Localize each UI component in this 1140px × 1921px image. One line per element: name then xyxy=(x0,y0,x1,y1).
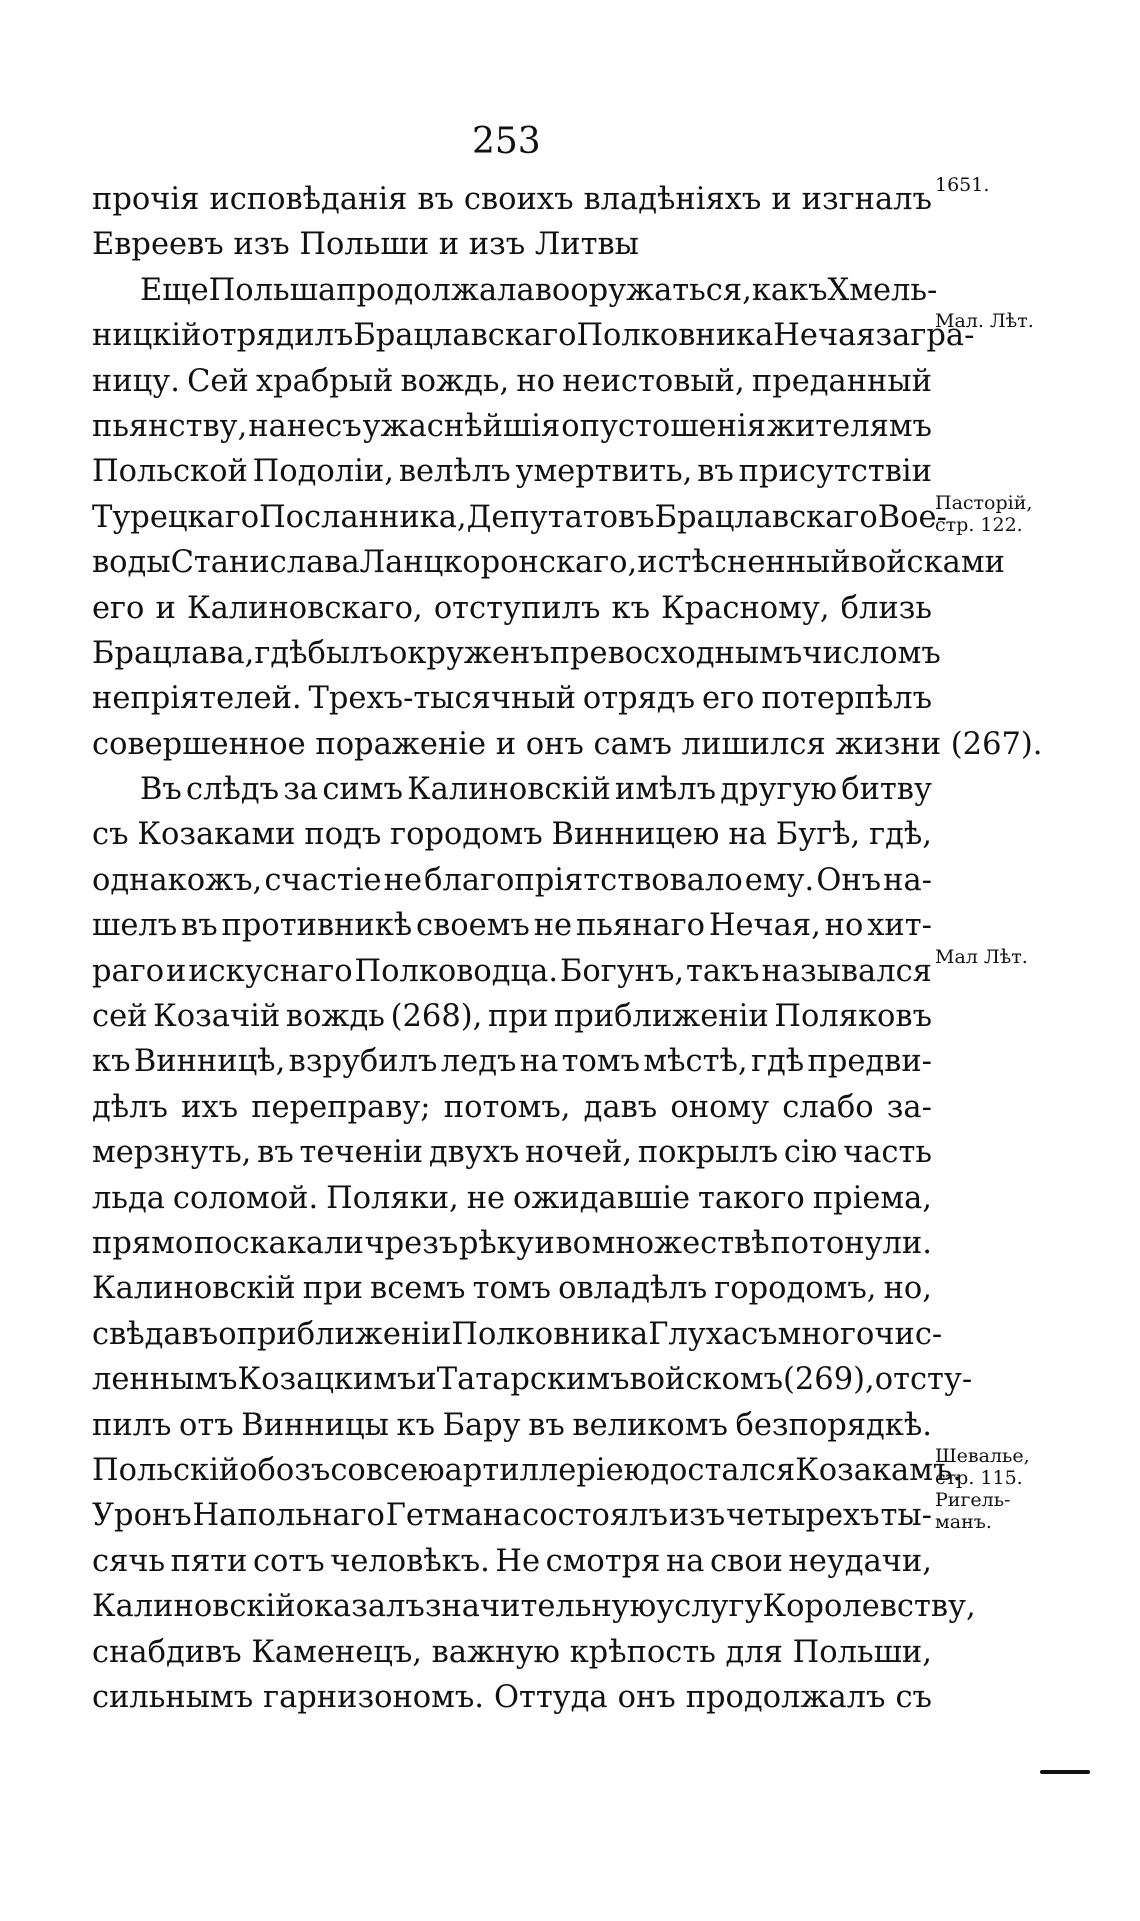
word: со xyxy=(330,1452,366,1488)
word: сотъ xyxy=(252,1543,325,1579)
text-line xyxy=(92,498,947,543)
word: и xyxy=(495,726,526,762)
word: счастіе xyxy=(264,862,382,898)
word: Козацкимъ xyxy=(237,1362,417,1398)
word: оному xyxy=(670,1089,770,1125)
word: взрубилъ xyxy=(288,1044,438,1080)
word: Нечая xyxy=(773,318,876,354)
word: самъ xyxy=(593,726,682,762)
word: совершенное xyxy=(92,726,316,762)
text-line xyxy=(92,1224,932,1269)
word: изгналъ xyxy=(801,182,932,217)
word: Винницы xyxy=(241,1407,389,1443)
word: вооружаться, xyxy=(534,272,752,308)
word: но, xyxy=(883,1271,932,1307)
word: сію xyxy=(783,1135,838,1171)
text-line xyxy=(92,861,932,906)
word: человѣкъ. xyxy=(330,1543,490,1579)
word: Депутатовъ xyxy=(466,499,655,535)
word: свѣдавъ xyxy=(92,1316,219,1352)
margin-note-line: стр. 115. xyxy=(935,1467,1023,1490)
word: всемъ xyxy=(370,1271,466,1307)
text-line xyxy=(92,634,941,679)
text-line xyxy=(92,815,932,860)
margin-note-line: Шевалье, xyxy=(935,1445,1030,1468)
word: важную xyxy=(431,1634,560,1670)
word: городомъ, xyxy=(714,1271,877,1307)
word: Поляковъ xyxy=(774,999,932,1035)
text-line xyxy=(92,1678,932,1723)
word: Вое- xyxy=(877,499,947,535)
word: Козаками xyxy=(137,817,296,853)
margin-note xyxy=(935,1445,1030,1533)
word: исповѣданія xyxy=(209,182,408,217)
word: онъ xyxy=(525,726,594,762)
word: давъ xyxy=(583,1089,658,1125)
word: воды xyxy=(92,545,171,581)
word: соломой. xyxy=(172,1180,319,1216)
word: за xyxy=(875,318,911,354)
word: Сей xyxy=(187,363,249,399)
word: былъ xyxy=(307,635,389,671)
word: гдѣ, xyxy=(869,817,932,853)
margin-note-line: Пасторій, xyxy=(935,491,1033,514)
text-line xyxy=(92,1042,932,1087)
word: Нечая, xyxy=(708,908,821,944)
word: его xyxy=(702,681,755,717)
word: вождь xyxy=(285,999,385,1035)
margin-note xyxy=(935,946,1028,968)
text-line xyxy=(92,1542,932,1587)
word: слабо xyxy=(782,1089,874,1125)
text-line xyxy=(92,1133,932,1178)
word: Калиновскій xyxy=(92,1271,296,1307)
word: жизни xyxy=(835,726,951,762)
word: предви- xyxy=(807,1044,932,1080)
word: льда xyxy=(92,1180,165,1216)
word: близь xyxy=(840,590,932,626)
text-line xyxy=(92,225,932,270)
text-line xyxy=(92,679,932,724)
word: нанесъ xyxy=(248,408,362,444)
word: Польской xyxy=(92,454,248,490)
word: Калиновскій xyxy=(92,1589,296,1625)
word: онъ xyxy=(617,1679,676,1715)
word: Брацлавскаго xyxy=(654,499,878,535)
word: непріятелей. xyxy=(92,681,302,717)
word: при xyxy=(488,999,549,1035)
margin-note-line: Ригель- xyxy=(935,1489,1011,1512)
margin-note-line: манъ. xyxy=(935,1511,992,1534)
word: неистовый, xyxy=(562,363,745,399)
word: значительную xyxy=(424,1589,657,1625)
text-line xyxy=(92,1269,932,1314)
word: сильнымъ xyxy=(92,1679,254,1715)
word: во xyxy=(555,1225,591,1261)
word: артиллеріею xyxy=(444,1452,651,1488)
text-line xyxy=(92,1088,932,1133)
text-line xyxy=(92,1315,943,1360)
word: жителямъ xyxy=(766,408,932,444)
text-line xyxy=(92,725,1043,770)
word: Хмель- xyxy=(827,272,938,308)
word: продолжалъ xyxy=(685,1679,886,1715)
word: прочія xyxy=(92,182,200,217)
word: но xyxy=(516,363,556,399)
word: и xyxy=(438,227,469,263)
word: Калиновскій xyxy=(407,772,611,808)
word: съ xyxy=(895,1679,932,1715)
word: многочис- xyxy=(777,1316,943,1352)
word: Евреевъ xyxy=(92,227,234,263)
margin-note-line: Мал Лѣт. xyxy=(935,945,1028,968)
word: Оттуда xyxy=(493,1679,608,1715)
text-line xyxy=(92,1496,932,1541)
word: Полковника xyxy=(451,1316,649,1352)
word: Литвы xyxy=(534,227,639,263)
word: для xyxy=(725,1634,783,1670)
word: въ xyxy=(417,182,454,217)
word: изъ xyxy=(233,227,300,263)
word: пріема, xyxy=(812,1180,932,1216)
word: гарнизономъ. xyxy=(263,1679,484,1715)
word: въ xyxy=(257,1135,294,1171)
word: Ланцкоронскаго, xyxy=(359,545,638,581)
word: Брацлавскаго xyxy=(353,318,577,354)
word: вождь, xyxy=(400,363,510,399)
word: Бугѣ, xyxy=(775,817,861,853)
text-line xyxy=(92,180,932,225)
word: снабдивъ xyxy=(92,1634,242,1670)
word: Красному, xyxy=(661,590,830,626)
text-line xyxy=(92,1587,976,1632)
word: войскомъ xyxy=(629,1362,783,1398)
word: покрылъ xyxy=(637,1135,779,1171)
word: и xyxy=(165,953,187,989)
word: подъ xyxy=(304,817,382,853)
word: потерпѣлъ xyxy=(761,681,932,717)
word: овладѣлъ xyxy=(558,1271,708,1307)
word: слѣдъ xyxy=(186,772,280,808)
word: Винницѣ, xyxy=(133,1044,286,1080)
word: такого xyxy=(697,1180,805,1216)
word: преданный xyxy=(751,363,932,399)
word: обозъ xyxy=(239,1452,331,1488)
text-line xyxy=(92,906,932,951)
word: на- xyxy=(883,862,932,898)
word: къ xyxy=(92,1044,131,1080)
word: Польша xyxy=(208,272,337,308)
word: отъ xyxy=(179,1407,234,1443)
word: но xyxy=(824,908,864,944)
word: присутствіи xyxy=(738,454,932,490)
word: потонули. xyxy=(770,1225,932,1261)
word: сей xyxy=(92,999,148,1035)
word: приближеніи xyxy=(553,999,769,1035)
word: и xyxy=(416,1362,437,1398)
word: (267). xyxy=(950,726,1043,762)
word: на xyxy=(665,1543,705,1579)
word: Татарскимъ xyxy=(436,1362,630,1398)
word: и xyxy=(155,590,176,626)
word: леннымъ xyxy=(92,1362,238,1398)
word: другую xyxy=(720,772,838,808)
word: превосходнымъ xyxy=(549,635,803,671)
word: благопріятствовало xyxy=(424,862,743,898)
margin-note xyxy=(935,492,1032,536)
word: числомъ xyxy=(802,635,941,671)
word: шелъ xyxy=(92,908,178,944)
word: пораженіе xyxy=(315,726,496,762)
word: городомъ xyxy=(390,817,543,853)
text-line xyxy=(92,1406,932,1451)
word: имѣлъ xyxy=(614,772,717,808)
word: Королевству, xyxy=(762,1589,976,1625)
word: пьянству, xyxy=(92,408,248,444)
word: прямо xyxy=(92,1225,194,1261)
word: оказалъ xyxy=(295,1589,425,1625)
page-number: 253 xyxy=(472,121,541,162)
word: Польши xyxy=(299,227,439,263)
word: ночей, xyxy=(525,1135,633,1171)
word: сячь xyxy=(92,1543,166,1579)
text-line xyxy=(92,316,975,361)
margin-note-line: стр. 122. xyxy=(935,513,1023,536)
word: продолжала xyxy=(336,272,535,308)
word: хит- xyxy=(867,908,932,944)
word: искуснаго xyxy=(188,953,353,989)
word: за xyxy=(283,772,319,808)
word: ты- xyxy=(880,1498,932,1534)
text-line xyxy=(92,770,932,815)
word: не xyxy=(533,908,573,944)
word: съ xyxy=(741,1316,778,1352)
word: томъ xyxy=(472,1271,551,1307)
word: Козакамъ. xyxy=(795,1452,963,1488)
word: неудачи, xyxy=(788,1543,932,1579)
word: ему. xyxy=(744,862,815,898)
word: въ xyxy=(528,1407,565,1443)
margin-note xyxy=(935,174,989,196)
text-line xyxy=(92,952,932,997)
text-line xyxy=(92,589,932,634)
word: Брацлава, xyxy=(92,635,255,671)
word: такъ xyxy=(686,953,760,989)
word: отрядилъ xyxy=(201,318,354,354)
word: Богунъ, xyxy=(559,953,685,989)
word: однакожъ, xyxy=(92,862,263,898)
text-line xyxy=(92,271,938,316)
word: свои xyxy=(710,1543,783,1579)
word: окруженъ xyxy=(388,635,550,671)
word: опустошенія xyxy=(561,408,766,444)
word: Глуха xyxy=(648,1316,742,1352)
word: Каменецъ, xyxy=(251,1634,422,1670)
text-line xyxy=(92,543,1005,588)
word: гдѣ xyxy=(254,635,308,671)
word: ужаснѣйшія xyxy=(362,408,561,444)
word: умертвить, xyxy=(515,454,693,490)
word: дѣлъ xyxy=(92,1089,168,1125)
word: Польскій xyxy=(92,1452,240,1488)
word: услугу xyxy=(656,1589,763,1625)
text-line xyxy=(92,1451,963,1496)
word: достался xyxy=(650,1452,796,1488)
word: Подоліи, xyxy=(252,454,394,490)
word: Козачій xyxy=(153,999,281,1035)
word: Посланника, xyxy=(259,499,467,535)
word: отрядъ xyxy=(582,681,696,717)
word: Еще xyxy=(140,272,209,308)
word: Поляки, xyxy=(326,1180,459,1216)
word: переправу; xyxy=(251,1089,431,1125)
word: изъ xyxy=(468,227,535,263)
word: ихъ xyxy=(181,1089,239,1125)
word: состоялъ xyxy=(522,1498,668,1534)
word: часть xyxy=(843,1135,932,1171)
word: пилъ xyxy=(92,1407,172,1443)
word: своихъ xyxy=(463,182,574,217)
word: крѣпость xyxy=(569,1634,716,1670)
word: о xyxy=(218,1316,237,1352)
word: владѣніяхъ xyxy=(583,182,762,217)
word: отступилъ xyxy=(433,590,601,626)
word: Уронъ xyxy=(92,1498,192,1534)
word: Полководца. xyxy=(354,953,559,989)
word: ледъ xyxy=(440,1044,517,1080)
text-line xyxy=(92,1360,973,1405)
word: потомъ, xyxy=(443,1089,571,1125)
word: четырехъ xyxy=(726,1498,880,1534)
word: своемъ xyxy=(416,908,530,944)
text-line xyxy=(92,997,932,1042)
word: на xyxy=(519,1044,559,1080)
margin-note-line: 1651. xyxy=(935,174,990,196)
word: раго xyxy=(92,953,165,989)
word: ницу. xyxy=(92,363,180,399)
word: гра- xyxy=(910,318,975,354)
text-line xyxy=(92,407,932,452)
word: его xyxy=(92,590,145,626)
word: томъ xyxy=(561,1044,641,1080)
word: Полковника xyxy=(576,318,774,354)
text-line xyxy=(92,362,932,407)
word: и xyxy=(637,545,658,581)
word: чрезъ xyxy=(364,1225,459,1261)
word: храбрый xyxy=(255,363,394,399)
word: Турецкаго xyxy=(92,499,260,535)
word: безпорядкѣ. xyxy=(735,1407,932,1443)
word: въ xyxy=(181,908,218,944)
word: мерзнуть, xyxy=(92,1135,252,1171)
margin-note-line: Мал. Лѣт. xyxy=(935,310,1034,333)
word: приближеніи xyxy=(236,1316,452,1352)
word: Бару xyxy=(442,1407,521,1443)
page-end-dash xyxy=(1040,1770,1090,1774)
word: смотря xyxy=(545,1543,661,1579)
word: великомъ xyxy=(572,1407,728,1443)
word: какъ xyxy=(751,272,828,308)
word: битву xyxy=(841,772,932,808)
word: Трехъ-тысячный xyxy=(308,681,576,717)
word: двухъ xyxy=(428,1135,520,1171)
word: и xyxy=(534,1225,555,1261)
word: рѣку xyxy=(458,1225,534,1261)
word: Въ xyxy=(140,772,182,808)
word: множествѣ xyxy=(591,1225,770,1261)
word: съ xyxy=(92,817,129,853)
word: назывался xyxy=(761,953,932,989)
word: (269), xyxy=(782,1362,875,1398)
word: противникѣ xyxy=(221,908,413,944)
word: велѣлъ xyxy=(398,454,511,490)
word: ницкій xyxy=(92,318,202,354)
word: Польши, xyxy=(792,1634,932,1670)
word: не xyxy=(466,1180,506,1216)
word: ожидавшіе xyxy=(513,1180,691,1216)
word: въ xyxy=(697,454,734,490)
word: Гетмана xyxy=(385,1498,522,1534)
word: къ xyxy=(396,1407,435,1443)
word: изъ xyxy=(668,1498,726,1534)
margin-note xyxy=(935,310,1034,332)
word: Онъ xyxy=(816,862,882,898)
word: пьянаго xyxy=(575,908,705,944)
word: теченіи xyxy=(299,1135,424,1171)
word: поскакали xyxy=(193,1225,364,1261)
word: лишился xyxy=(681,726,836,762)
word: Винницею xyxy=(551,817,720,853)
text-line xyxy=(92,452,932,497)
text-line xyxy=(92,1179,932,1224)
word: войсками xyxy=(850,545,1005,581)
word: всею xyxy=(365,1452,445,1488)
word: Калиновскаго, xyxy=(186,590,423,626)
word: Не xyxy=(495,1543,541,1579)
word: гдѣ xyxy=(750,1044,805,1080)
word: мѣстѣ, xyxy=(643,1044,748,1080)
word: симъ xyxy=(322,772,403,808)
word: не xyxy=(383,862,423,898)
word: (268), xyxy=(390,999,483,1035)
word: Станислава xyxy=(170,545,360,581)
word: стѣсненный xyxy=(657,545,851,581)
word: къ xyxy=(611,590,650,626)
word: Напольнаго xyxy=(192,1498,385,1534)
word: и xyxy=(771,182,792,217)
word: при xyxy=(302,1271,363,1307)
word: за- xyxy=(886,1089,932,1125)
word: на xyxy=(728,817,767,853)
word: отсту- xyxy=(874,1362,973,1398)
text-line xyxy=(92,1633,932,1678)
word: пяти xyxy=(170,1543,248,1579)
